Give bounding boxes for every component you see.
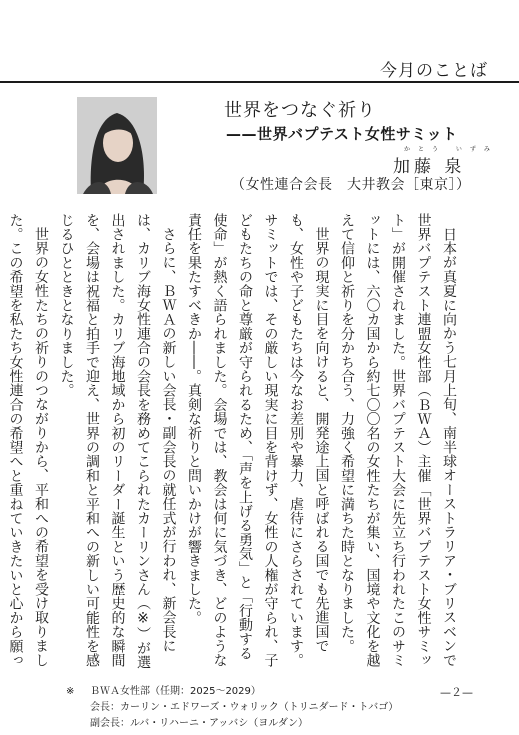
footnote-line: 副会長：ルバ・リハーニ・アッバシ（ヨルダン） (90, 718, 308, 729)
author-ruby: かとう いずみ (404, 146, 498, 153)
paragraph: 日本が真夏に向かう七月上旬、南半球オーストラリア・ブリスベンで世界バプテスト連盟女性部（ＢＷＡ）主催「世界バプテスト女性サミット」が開催されました。世界バプテスト大会に先立ち行われたこのサミットには、六〇カ国から約七〇〇名の女性たちが集い、国境や文化を越えて信仰と祈りを分かち合う、力強く希望に満ちた時となりました。 (339, 213, 457, 668)
page-number: —２— (440, 686, 473, 699)
footnote-line: ＢＷＡ女性部（任期：2025〜2029） (90, 686, 261, 697)
author-photo (77, 97, 157, 194)
section-title: 今月のことば (380, 61, 488, 81)
author-affiliation: （女性連合会長 大井教会［東京］） (231, 177, 471, 193)
paragraph: 世界の現実に目を向けると、開発途上国と呼ばれる国でも先進国でも、女性や子どもたちは今なお差別や暴力、虐待にさらされています。サミットでは、その厳しい現実に目を背けず、女性の人権が守られ、子どもたちの命と尊厳が守られるため、「声を上げる勇気」と「行動する使命」が熱く語られました。会場では、教会は何に気づき、どのような責任を果たすべきか――。真剣な祈りと問いかけが響きました。 (186, 213, 330, 668)
article-title: 世界をつなぐ祈り (224, 100, 376, 121)
paragraph: 世界の女性たちの祈りのつながりから、平和への希望を受け取りました。この希望を私たち女性連合の希望へと重ねていきたいと心から願っ (7, 213, 49, 668)
footnote-line: 会長：カーリン・エドワーズ・ウォリック（トリニダード・トバゴ） (90, 702, 399, 713)
header-divider (0, 81, 519, 83)
article-body (7, 213, 461, 673)
article-subtitle: ——世界バプテスト女性サミット (226, 125, 458, 143)
footnote-mark: ※ (66, 686, 75, 697)
author-name: 加藤 泉 (393, 157, 466, 177)
paragraph: さらに、ＢＷＡの新しい会長・副会長の就任式が行われ、新会長には、カリブ海女性連合の会長を務めてこられたカーリンさん（※）が選出されました。カリブ海地域から初のリーダー誕生という歴史的な瞬間を、会場は祝福と拍手で迎え、世界の調和と平和への新しい可能性を感じるひとときとなりました。 (58, 213, 177, 670)
